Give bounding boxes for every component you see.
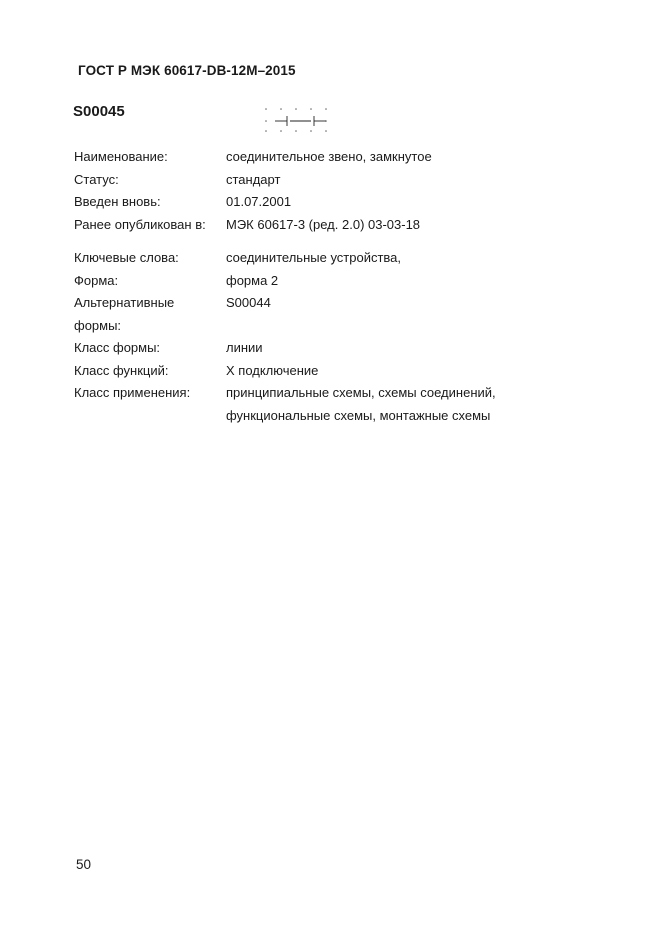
field-value: форма 2	[226, 272, 279, 288]
field-value: X подключение	[226, 362, 319, 378]
field-row-alternative-forms	[74, 292, 594, 337]
field-label: Наименование:	[74, 149, 168, 164]
field-value: соединительное звено, замкнутое	[226, 149, 432, 164]
field-row-form-class	[74, 337, 594, 360]
grid-dot	[310, 130, 312, 132]
grid-dot	[310, 108, 312, 110]
grid-dot	[325, 130, 327, 132]
field-label: Альтернативные	[74, 295, 175, 310]
field-value: линии	[226, 340, 263, 355]
field-label: Класс функций:	[74, 362, 169, 378]
field-row-published-in	[74, 214, 594, 237]
grid-dot	[265, 130, 267, 132]
field-value: функциональные схемы, монтажные схемы	[226, 407, 491, 423]
field-row-status	[74, 169, 594, 192]
field-table	[74, 146, 594, 427]
field-value: МЭК 60617-3 (ред. 2.0) 03-03-18	[226, 216, 421, 232]
grid-dot	[280, 108, 282, 110]
symbol-id: S00045	[73, 103, 125, 120]
grid-dot	[295, 130, 297, 132]
field-value: S00044	[226, 295, 271, 310]
field-row-form	[74, 270, 594, 293]
field-label: Ранее опубликован в:	[74, 216, 206, 232]
grid-dot	[280, 130, 282, 132]
grid-dot	[265, 108, 267, 110]
field-label: формы:	[74, 317, 122, 333]
field-label: Класс формы:	[74, 340, 161, 355]
grid-dot	[325, 108, 327, 110]
section-gap	[74, 236, 594, 247]
field-value: соединительные устройства,	[226, 250, 402, 265]
field-row-keywords	[74, 247, 594, 270]
field-label: Введен вновь:	[74, 194, 161, 209]
field-value: стандарт	[226, 171, 281, 187]
field-label: Статус:	[74, 171, 119, 187]
document-header: ГОСТ Р МЭК 60617-DB-12M–2015	[78, 63, 296, 78]
field-row-function-class	[74, 360, 594, 383]
field-value: принципиальные схемы, схемы соединений,	[226, 385, 496, 400]
grid-dot	[295, 108, 297, 110]
field-row-application-class	[74, 382, 594, 427]
field-value: 01.07.2001	[226, 194, 292, 209]
field-label: Класс применения:	[74, 385, 191, 400]
field-label: Форма:	[74, 272, 119, 288]
page-number: 50	[76, 857, 92, 872]
connecting-link-symbol	[262, 106, 332, 136]
grid-dot	[265, 120, 267, 122]
field-row-introduced	[74, 191, 594, 214]
field-row-name	[74, 146, 594, 169]
field-label: Ключевые слова:	[74, 250, 179, 265]
